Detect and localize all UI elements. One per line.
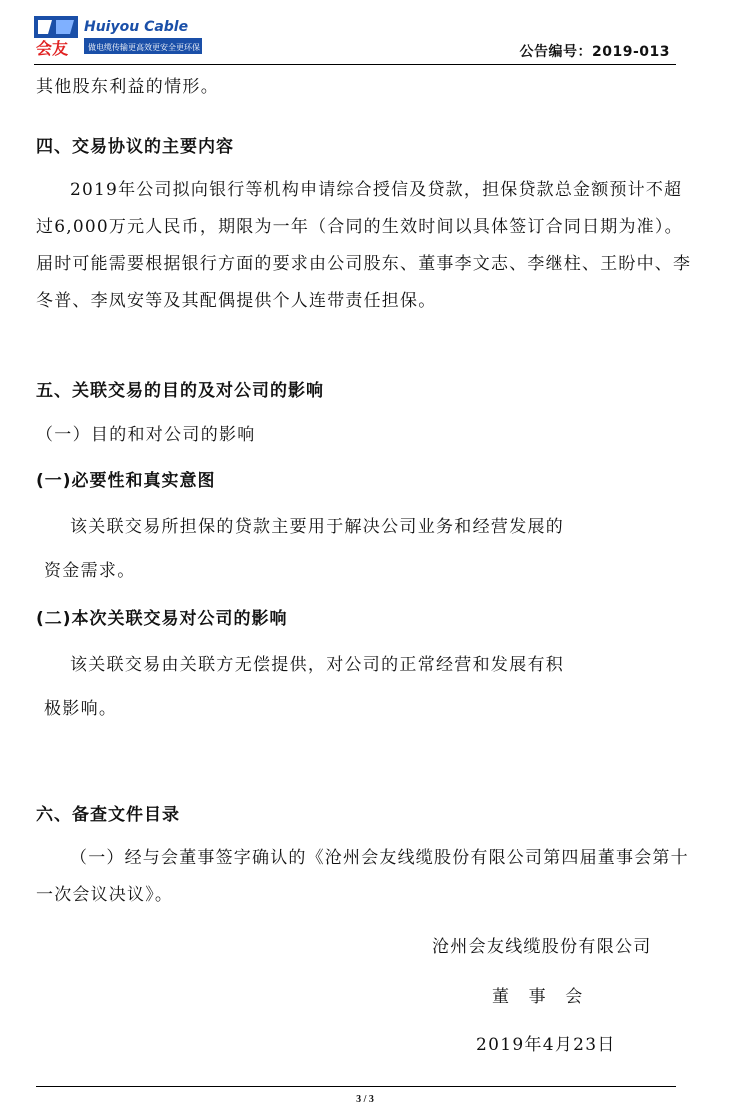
logo-tagline: 做电缆传输更高效更安全更环保: [88, 43, 200, 52]
footer-divider: [36, 1086, 676, 1087]
header-divider: [34, 64, 676, 65]
page-number: 3 / 3: [356, 1094, 374, 1105]
continuation-text: 其他股东利益的情形。: [36, 77, 219, 97]
logo-brand-text: Huiyou Cable: [84, 19, 189, 35]
section-4-paragraph: 2019年公司拟向银行等机构申请综合授信及贷款，担保贷款总金额预计不超过6,000万元人民币，期限为一年（合同的生效时间以具体签订合同日期为准）。届时可能需要根据银行方面的要求由公司股东、董事李文志、李继柱、王盼中、李冬普、李凤安等及其配偶提供个人连带责任担保。: [36, 180, 692, 311]
section-4-heading: 四、交易协议的主要内容: [36, 137, 234, 157]
item-2-line-2: 极影响。: [44, 699, 118, 719]
section-6-paragraph: （一）经与会董事签字确认的《沧州会友线缆股份有限公司第四届董事会第十一次会议决议》。: [36, 848, 689, 905]
section-5-subheading: （一）目的和对公司的影响: [36, 425, 256, 445]
company-logo: [34, 14, 202, 58]
section-5-heading: 五、关联交易的目的及对公司的影响: [36, 381, 324, 401]
announcement-number: 公告编号：2019-013: [519, 44, 670, 60]
section-6-heading: 六、备查文件目录: [36, 805, 180, 825]
logo-chinese-text: 会友: [36, 39, 69, 58]
signature-board: 董 事 会: [492, 987, 584, 1007]
item-1-line-1: 该关联交易所担保的贷款主要用于解决公司业务和经营发展的: [70, 517, 565, 537]
signature-company: 沧州会友线缆股份有限公司: [432, 937, 652, 957]
item-2-heading: (二)本次关联交易对公司的影响: [36, 609, 288, 629]
item-1-heading: (一)必要性和真实意图: [36, 471, 216, 491]
item-2-line-1: 该关联交易由关联方无偿提供，对公司的正常经营和发展有积: [70, 655, 565, 675]
signature-date: 2019年4月23日: [476, 1035, 616, 1055]
item-1-line-2: 资金需求。: [44, 561, 136, 581]
